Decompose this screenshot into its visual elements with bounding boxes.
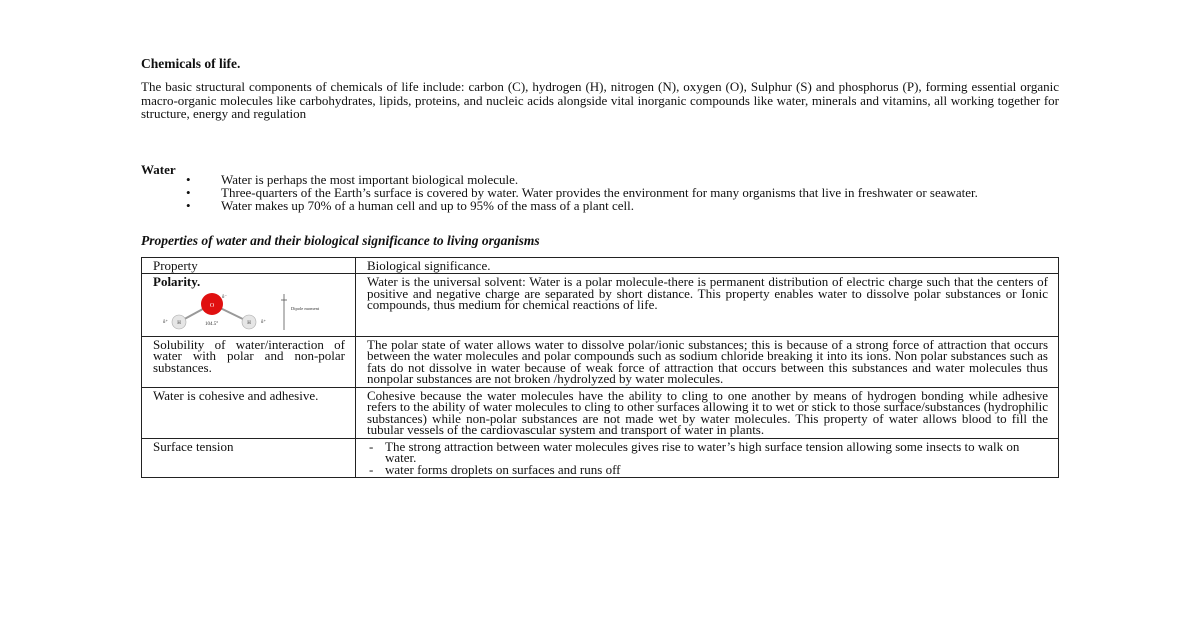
table-row: [142, 274, 1059, 337]
properties-table: [141, 257, 1059, 478]
list-item: [367, 438, 1048, 465]
hydrogen-label: H: [247, 320, 251, 326]
surface-tension-point: The strong attraction between water molecules gives rise to water’s high surface tension allowing some insects to walk on water.: [385, 438, 1020, 465]
water-bullet-list: [186, 174, 1060, 212]
property-name: Polarity.: [153, 274, 201, 289]
table-row: [142, 438, 1059, 478]
bullet-glyph: •: [186, 184, 191, 200]
dash-glyph: -: [369, 461, 374, 477]
significance-cell: The polar state of water allows water to dissolve polar/ionic substances; this is because of a strong force of attraction that occurs between the water molecules and polar compounds such as sodium chloride breaking it into its ions. Non polar substances such as fats do not dissolve in water because of weak force of attraction that occurs between this substances and water molecules thus nonpolar substances are not broken /hydrolyzed by water molecules.: [356, 336, 1059, 387]
water-heading: Water: [141, 162, 176, 177]
partial-positive-label: δ⁺: [261, 319, 266, 325]
table-header-row: [142, 258, 1059, 274]
dipole-label: Dipole moment: [291, 305, 320, 311]
oxygen-label: O: [209, 302, 215, 309]
column-header-property: Property: [142, 258, 356, 274]
bullet-glyph: •: [186, 197, 191, 213]
bond-angle-label: 104.5°: [205, 321, 219, 327]
water-bullet-text: Water makes up 70% of a human cell and up to 95% of the mass of a plant cell.: [221, 197, 635, 213]
table-row: [142, 387, 1059, 438]
surface-tension-list: [367, 438, 1048, 477]
significance-cell: Cohesive because the water molecules have the ability to cling to one another by means of hydrogen bonding while adhesive refers to the ability of water molecules to cling to other surfaces allowing it to wet or stick to those surface/substances (hydrophilic substances) while non-polar substances are not made wet by water molecules. This property of water allows blood to fill the tubular vessels of the cardiovascular system and transport of water in plants.: [356, 387, 1059, 438]
partial-negative-label: δ⁻: [222, 294, 227, 300]
surface-tension-point: water forms droplets on surfaces and runs off: [385, 461, 621, 477]
property-name: Water is cohesive and adhesive.: [142, 387, 356, 438]
page-title: Chemicals of life.: [141, 56, 241, 71]
intro-paragraph: The basic structural components of chemicals of life include: carbon (C), hydrogen (H), nitrogen (N), oxygen (O), Sulphur (S) and phosphorus (P), forming essential organic macro-organic molecules like carbohydrates, lipids, proteins, and nucleic acids alongside vital inorganic compounds like water, minerals and vitamins, all working together for structure, energy and regulation: [141, 79, 1059, 121]
properties-heading: Properties of water and their biological significance to living organisms: [141, 233, 540, 248]
partial-positive-label: δ⁺: [163, 319, 168, 325]
list-item: [186, 197, 1060, 213]
property-name: Solubility of water/interaction of water with polar and non-polar substances.: [142, 336, 356, 387]
list-item: [367, 461, 1048, 477]
water-bullet-text: Three-quarters of the Earth’s surface is covered by water. Water provides the environment for many organisms that live in freshwater or seawater.: [221, 184, 978, 200]
column-header-significance: Biological significance.: [356, 258, 1059, 274]
hydrogen-label: H: [177, 320, 181, 326]
table-row: [142, 336, 1059, 387]
dash-glyph: -: [369, 438, 374, 454]
significance-cell: Water is the universal solvent: Water is a polar molecule-there is permanent distribution of electric charge such that the centers of positive and negative charge are separated by short distance. This property enables water to dissolve polar substances or Ionic compounds, thus medium for chemical reactions of life.: [356, 274, 1059, 337]
water-molecule-diagram: [153, 290, 323, 334]
water-bullet-text: Water is perhaps the most important biological molecule.: [221, 172, 519, 187]
bullet-glyph: •: [186, 172, 191, 187]
property-name: Surface tension: [142, 438, 356, 478]
